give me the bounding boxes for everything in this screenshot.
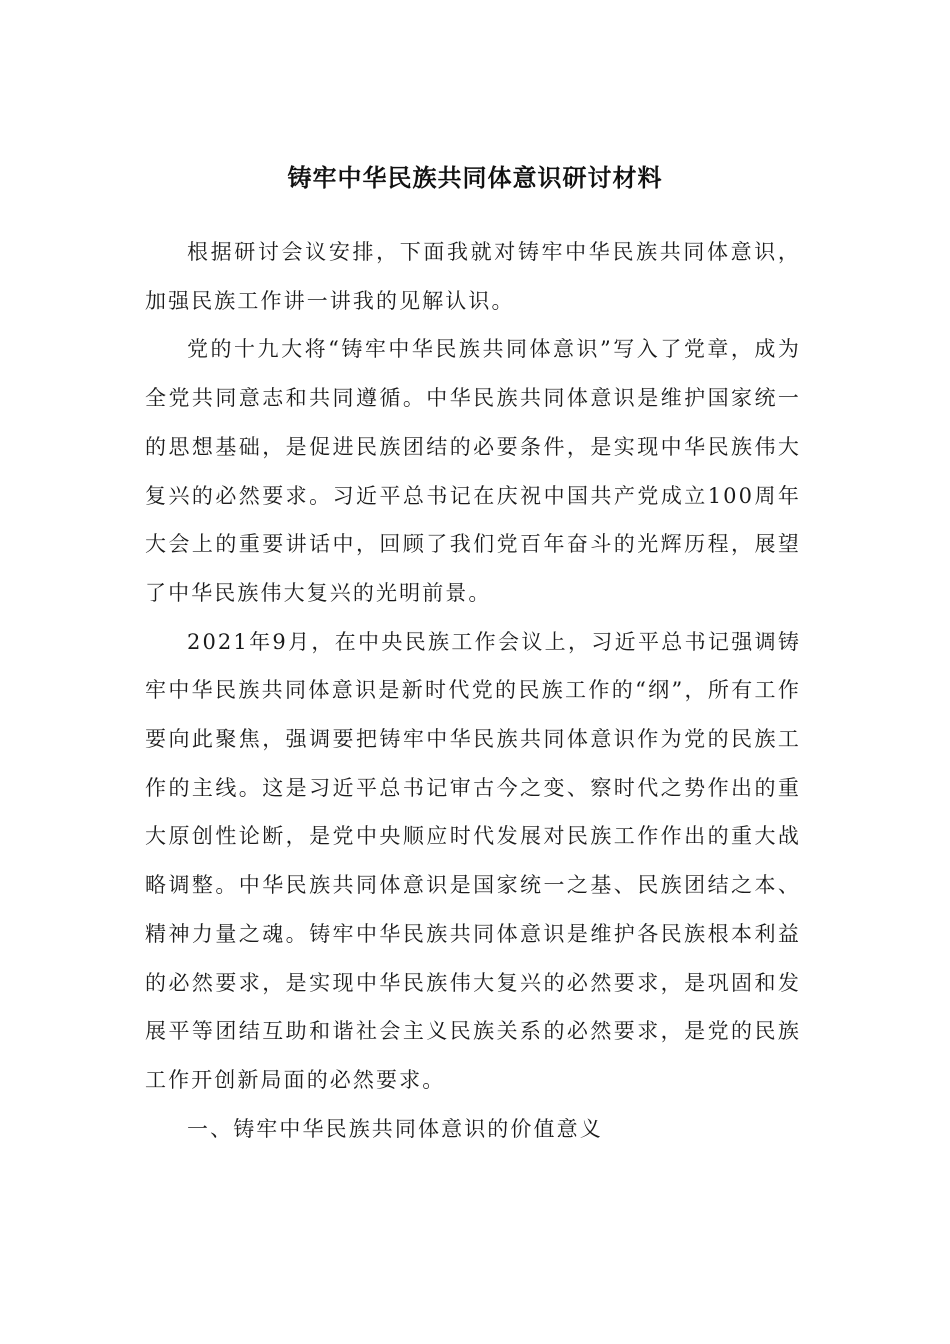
document-title: 铸牢中华民族共同体意识研讨材料 (287, 163, 663, 192)
document-body (145, 228, 801, 1153)
paragraph-party-congress: 党的十九大将“铸牢中华民族共同体意识”写入了党章，成为全党共同意志和共同遵循。中华民族共同体意识是维护国家统一的思想基础，是促进民族团结的必要条件，是实现中华民族伟大复兴的必然要求。习近平总书记在庆祝中国共产党成立100周年大会上的重要讲话中，回顾了我们党百年奋斗的光辉历程，展望了中华民族伟大复兴的光明前景。 (145, 337, 801, 605)
section-heading: 一、铸牢中华民族共同体意识的价值意义 (187, 1116, 603, 1141)
paragraph-intro: 根据研讨会议安排，下面我就对铸牢中华民族共同体意识，加强民族工作讲一讲我的见解认识。 (145, 240, 801, 313)
paragraph-central-conference: 2021年9月，在中央民族工作会议上，习近平总书记强调铸牢中华民族共同体意识是新时代党的民族工作的“纲”，所有工作要向此聚焦，强调要把铸牢中华民族共同体意识作为党的民族工作的主线。这是习近平总书记审古今之变、察时代之势作出的重大原创性论断，是党中央顺应时代发展对民族工作作出的重大战略调整。中华民族共同体意识是国家统一之基、民族团结之本、精神力量之魂。铸牢中华民族共同体意识是维护各民族根本利益的必然要求，是实现中华民族伟大复兴的必然要求，是巩固和发展平等团结互助和谐社会主义民族关系的必然要求，是党的民族工作开创新局面的必然要求。 (145, 629, 801, 1092)
